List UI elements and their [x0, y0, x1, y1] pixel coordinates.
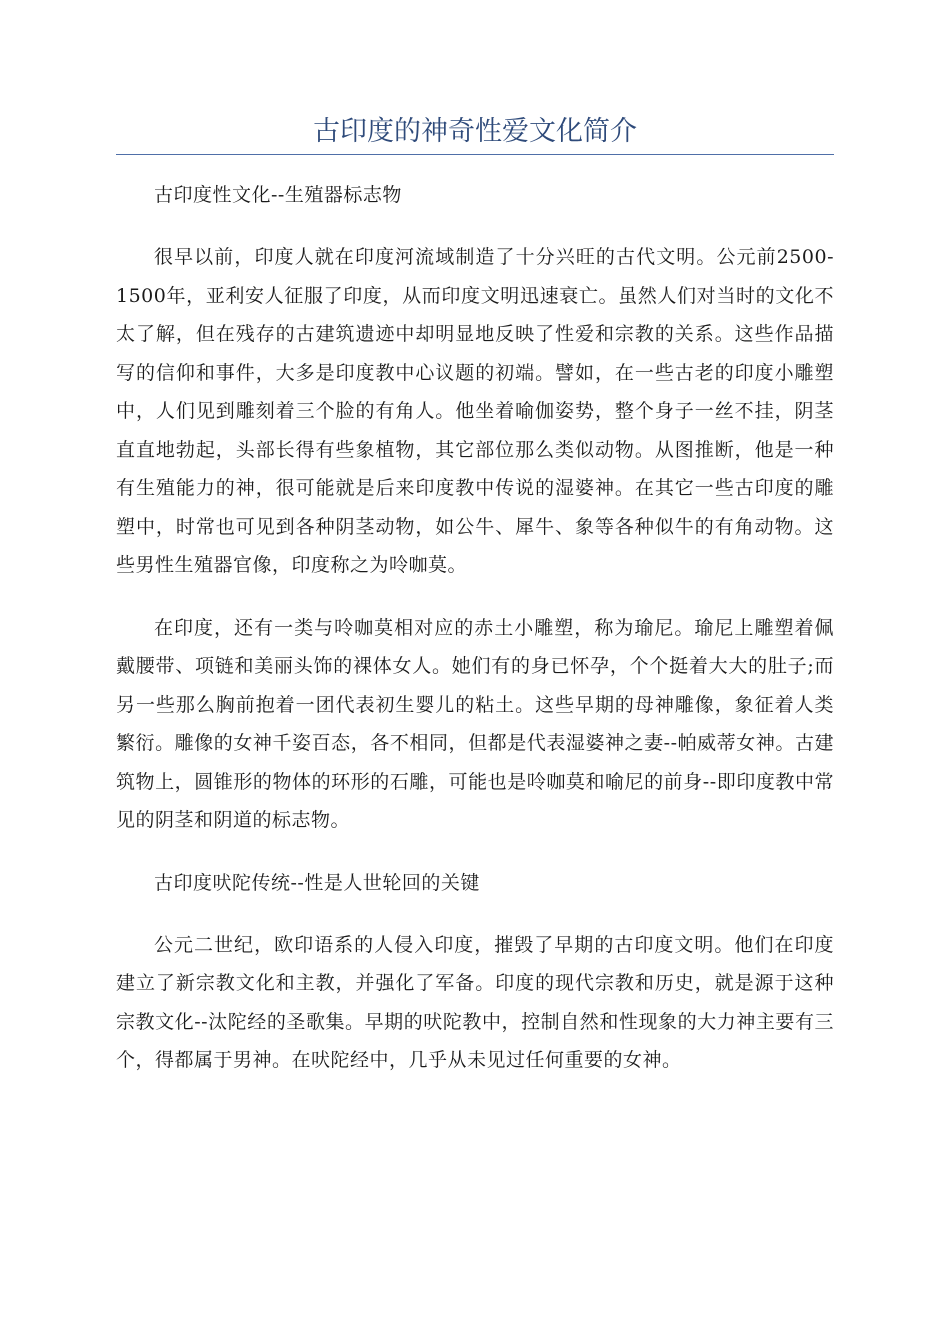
section-heading: 古印度吠陀传统--性是人世轮回的关键	[154, 871, 480, 894]
section-heading: 古印度性文化--生殖器标志物	[154, 184, 402, 206]
title-underline	[116, 154, 834, 155]
body-paragraph: 在印度，还有一类与呤咖莫相对应的赤土小雕塑，称为瑜尼。瑜尼上雕塑着佩戴腰带、项链和美丽头饰的裸体女人。她们有的身已怀孕，个个挺着大大的肚子;而另一些那么胸前抱着一团代表初生婴儿的粘土。这些早期的母神雕像，象征着人类繁衍。雕像的女神千姿百态，各不相同，但都是代表湿婆神之妻--帕威蒂女神。古建筑物上，圆锥形的物体的环形的石雕，可能也是呤咖莫和喻尼的前身--即印度教中常见的阴茎和阴道的标志物。	[116, 616, 834, 831]
document-title: 古印度的神奇性爱文化简介	[313, 116, 637, 147]
document-body	[116, 176, 834, 1104]
body-paragraph: 公元二世纪，欧印语系的人侵入印度，摧毁了早期的古印度文明。他们在印度建立了新宗教文化和主教，并强化了军备。印度的现代宗教和历史，就是源于这种宗教文化--汰陀经的圣歌集。早期的吠陀教中，控制自然和性现象的大力神主要有三个，得都属于男神。在吠陀经中，几乎从未见过任何重要的女神。	[116, 933, 834, 1071]
body-paragraph: 很早以前，印度人就在印度河流域制造了十分兴旺的古代文明。公元前2500-1500年，亚利安人征服了印度，从而印度文明迅速衰亡。虽然人们对当时的文化不太了解，但在残存的古建筑遗迹中却明显地反映了性爱和宗教的关系。这些作品描写的信仰和事件，大多是印度教中心议题的初端。譬如，在一些古老的印度小雕塑中，人们见到雕刻着三个脸的有角人。他坐着喻伽姿势，整个身子一丝不挂，阴茎直直地勃起，头部长得有些象植物，其它部位那么类似动物。从图推断，他是一种有生殖能力的神，很可能就是后来印度教中传说的湿婆神。在其它一些古印度的雕塑中，时常也可见到各种阴茎动物，如公牛、犀牛、象等各种似牛的有角动物。这些男性生殖器官像，印度称之为呤咖莫。	[116, 246, 834, 576]
